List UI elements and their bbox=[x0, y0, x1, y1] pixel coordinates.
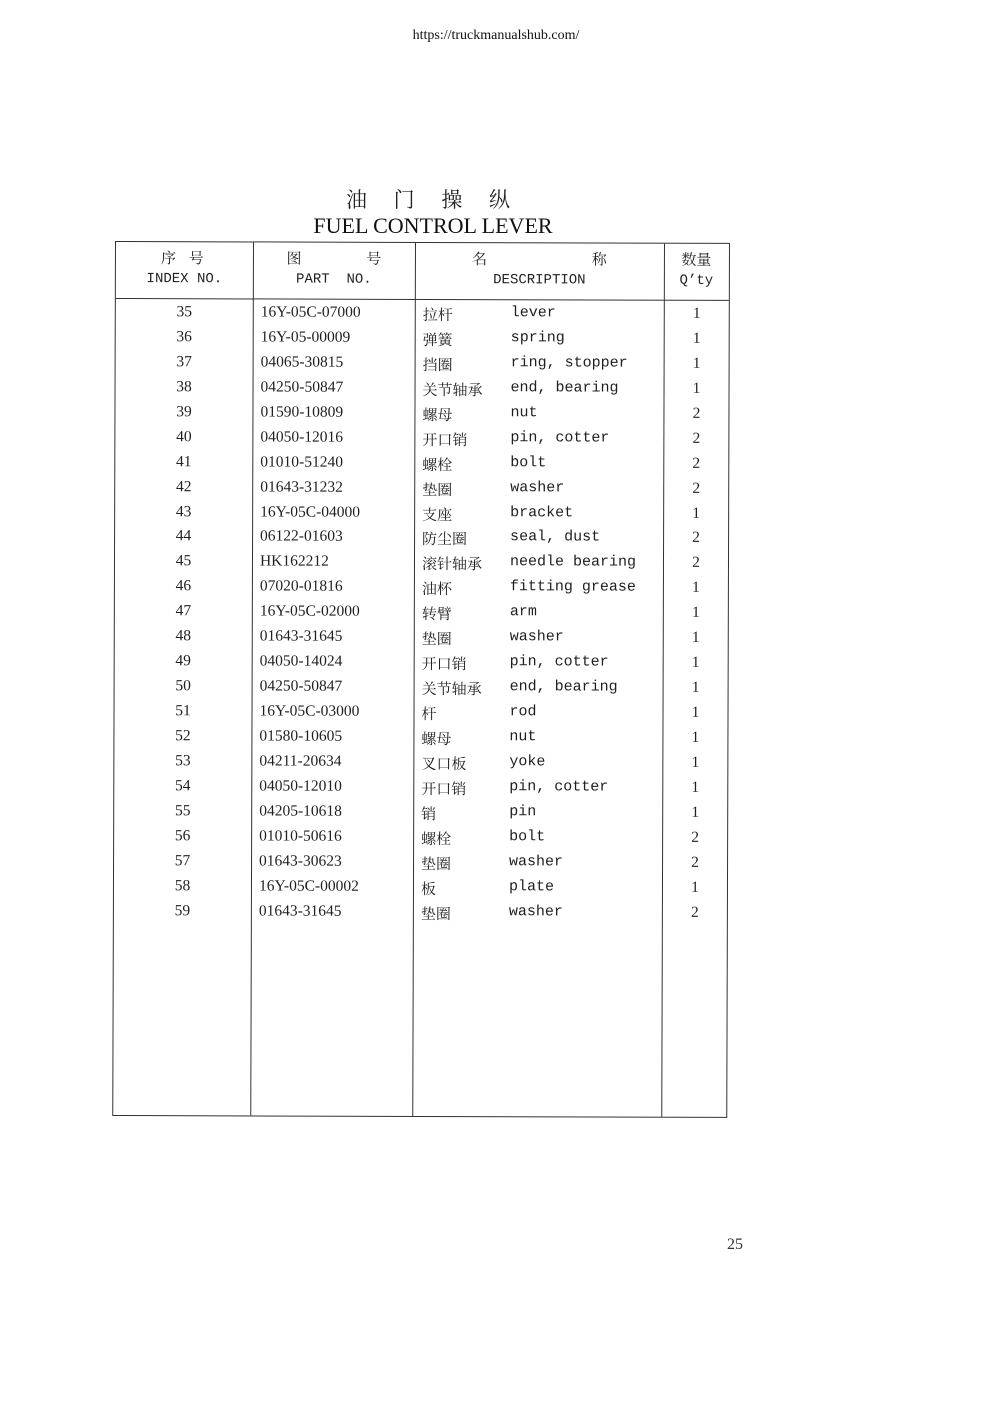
part-number-cell: 06122-01603 bbox=[260, 527, 343, 546]
description-cn-cell: 防尘圈 bbox=[422, 530, 468, 549]
description-en-cell: yoke bbox=[509, 753, 546, 771]
table-row bbox=[114, 776, 727, 803]
index-cell: 40 bbox=[176, 427, 192, 445]
table-row bbox=[115, 402, 728, 429]
quantity-cell: 1 bbox=[692, 304, 701, 322]
parts-table bbox=[112, 241, 730, 1118]
header-quantity-en: Q’ty bbox=[679, 272, 714, 289]
description-en-cell: bolt bbox=[509, 827, 546, 846]
index-cell: 52 bbox=[175, 727, 191, 745]
part-number-cell: 01010-51240 bbox=[260, 453, 344, 471]
header-part bbox=[253, 248, 415, 291]
header-part-cn: 图 号 bbox=[286, 249, 412, 268]
table-row bbox=[115, 477, 728, 504]
description-en-cell: washer bbox=[508, 902, 563, 920]
description-en-cell: pin, cotter bbox=[510, 428, 610, 447]
part-number-cell: 01590-10809 bbox=[260, 403, 344, 421]
part-number-cell: 16Y-05C-03000 bbox=[259, 702, 360, 720]
part-number-cell: 07020-01816 bbox=[259, 577, 343, 596]
description-cn-cell: 油杯 bbox=[421, 580, 452, 599]
quantity-cell: 1 bbox=[691, 753, 700, 771]
part-number-cell: 04050-14024 bbox=[259, 652, 343, 670]
index-cell: 46 bbox=[175, 577, 192, 595]
index-cell: 35 bbox=[176, 303, 193, 321]
quantity-cell: 1 bbox=[691, 803, 700, 821]
table-row bbox=[115, 427, 728, 454]
quantity-cell: 1 bbox=[691, 703, 700, 721]
table-row bbox=[114, 851, 727, 878]
part-number-cell: 01643-31645 bbox=[259, 627, 343, 645]
part-number-cell: 04250-50847 bbox=[260, 378, 344, 396]
quantity-cell: 2 bbox=[691, 853, 699, 871]
part-number-cell: HK162212 bbox=[259, 552, 329, 571]
description-en-cell: washer bbox=[509, 628, 564, 646]
quantity-cell: 2 bbox=[692, 429, 701, 447]
description-cn-cell: 转臂 bbox=[421, 605, 452, 624]
header-quantity bbox=[664, 250, 729, 292]
index-cell: 56 bbox=[174, 826, 191, 844]
part-number-cell: 01643-31645 bbox=[258, 901, 342, 920]
table-row bbox=[115, 526, 728, 553]
description-en-cell: plate bbox=[508, 877, 555, 895]
quantity-cell: 2 bbox=[692, 479, 701, 497]
description-cn-cell: 螺栓 bbox=[422, 455, 453, 474]
index-cell: 44 bbox=[175, 527, 192, 545]
description-en-cell: rod bbox=[509, 703, 537, 721]
description-en-cell: needle bearing bbox=[509, 553, 637, 572]
index-cell: 41 bbox=[176, 452, 192, 470]
table-row bbox=[114, 826, 727, 853]
table-row bbox=[116, 352, 729, 379]
quantity-cell: 1 bbox=[691, 604, 700, 622]
description-cn-cell: 垫圈 bbox=[421, 854, 452, 873]
quantity-cell: 2 bbox=[692, 529, 700, 547]
table-row bbox=[116, 327, 729, 354]
index-cell: 37 bbox=[176, 353, 192, 371]
parts-list bbox=[114, 302, 729, 927]
part-number-cell: 16Y-05C-04000 bbox=[260, 502, 361, 521]
description-en-cell: bolt bbox=[510, 453, 547, 471]
table-row bbox=[115, 452, 728, 479]
header-description-en: DESCRIPTION bbox=[493, 272, 586, 289]
description-cn-cell: 垫圈 bbox=[421, 630, 452, 649]
description-en-cell: end, bearing bbox=[510, 379, 619, 397]
index-cell: 42 bbox=[175, 477, 192, 495]
description-cn-cell: 弹簧 bbox=[422, 330, 453, 349]
part-number-cell: 01580-10605 bbox=[259, 727, 343, 745]
table-row bbox=[115, 601, 728, 628]
description-en-cell: spring bbox=[510, 329, 565, 347]
table-row bbox=[114, 701, 727, 728]
description-en-cell: seal, dust bbox=[510, 528, 601, 546]
index-cell: 55 bbox=[174, 801, 191, 819]
table-row bbox=[115, 651, 728, 678]
quantity-cell: 1 bbox=[692, 379, 701, 397]
table-row bbox=[114, 900, 727, 927]
description-cn-cell: 拉杆 bbox=[422, 305, 453, 325]
quantity-cell: 2 bbox=[692, 454, 701, 472]
index-cell: 47 bbox=[175, 602, 192, 620]
table-row bbox=[114, 751, 727, 778]
description-en-cell: washer bbox=[509, 852, 564, 871]
page-number: 25 bbox=[727, 1236, 743, 1253]
page-title-chinese: 油 门 操 纵 bbox=[345, 188, 521, 212]
table-row bbox=[114, 726, 727, 753]
part-number-cell: 04050-12016 bbox=[260, 428, 344, 446]
quantity-cell: 2 bbox=[692, 554, 700, 572]
description-en-cell: lever bbox=[510, 304, 556, 322]
header-quantity-cn: 数量 bbox=[681, 250, 712, 269]
description-cn-cell: 开口销 bbox=[421, 779, 467, 798]
description-en-cell: arm bbox=[509, 603, 537, 621]
quantity-cell: 1 bbox=[691, 728, 700, 746]
header-description bbox=[415, 249, 664, 292]
part-number-cell: 16Y-05-00009 bbox=[260, 328, 351, 346]
quantity-cell: 1 bbox=[691, 629, 700, 647]
description-en-cell: fitting grease bbox=[509, 578, 636, 596]
description-en-cell: bracket bbox=[510, 503, 574, 521]
part-number-cell: 16Y-05C-02000 bbox=[259, 602, 360, 621]
quantity-cell: 2 bbox=[691, 828, 700, 846]
index-cell: 51 bbox=[175, 702, 191, 720]
description-cn-cell: 关节轴承 bbox=[422, 380, 483, 399]
table-row bbox=[116, 302, 729, 329]
part-number-cell: 16Y-05C-07000 bbox=[260, 303, 361, 321]
part-number-cell: 01643-30623 bbox=[259, 852, 342, 870]
page-title: FUEL CONTROL LEVER bbox=[313, 213, 553, 238]
table-row bbox=[114, 876, 727, 903]
description-cn-cell: 销 bbox=[421, 804, 437, 823]
header-index-cn: 序 号 bbox=[161, 249, 208, 268]
quantity-cell: 1 bbox=[692, 504, 701, 522]
quantity-cell: 2 bbox=[692, 404, 701, 422]
quantity-cell: 1 bbox=[691, 653, 700, 671]
index-cell: 48 bbox=[175, 627, 192, 645]
table-row bbox=[115, 551, 728, 578]
header-part-en: PART NO. bbox=[296, 271, 372, 288]
part-number-cell: 04211-20634 bbox=[259, 752, 342, 770]
table-row bbox=[115, 502, 728, 529]
description-cn-cell: 开口销 bbox=[421, 655, 467, 674]
description-en-cell: nut bbox=[510, 403, 538, 422]
index-cell: 57 bbox=[174, 851, 191, 869]
part-number-cell: 04250-50847 bbox=[259, 677, 343, 695]
description-cn-cell: 螺母 bbox=[422, 405, 453, 424]
quantity-cell: 1 bbox=[692, 579, 700, 597]
description-en-cell: end, bearing bbox=[509, 678, 618, 696]
description-cn-cell: 滚针轴承 bbox=[421, 555, 483, 574]
description-cn-cell: 叉口板 bbox=[421, 754, 467, 773]
description-cn-cell: 螺母 bbox=[421, 729, 452, 748]
description-cn-cell: 支座 bbox=[422, 505, 453, 524]
quantity-cell: 2 bbox=[690, 903, 699, 921]
description-cn-cell: 关节轴承 bbox=[421, 680, 482, 699]
description-cn-cell: 挡圈 bbox=[422, 355, 453, 374]
index-cell: 53 bbox=[175, 752, 191, 770]
description-cn-cell: 螺栓 bbox=[421, 829, 452, 848]
description-en-cell: pin bbox=[509, 802, 537, 821]
index-cell: 59 bbox=[174, 901, 191, 919]
index-cell: 43 bbox=[175, 502, 192, 520]
table-row bbox=[115, 626, 728, 653]
table-row bbox=[114, 801, 727, 828]
index-cell: 45 bbox=[175, 552, 192, 570]
index-cell: 49 bbox=[175, 652, 191, 670]
quantity-cell: 1 bbox=[692, 329, 701, 347]
description-en-cell: nut bbox=[509, 728, 537, 746]
index-cell: 54 bbox=[175, 777, 191, 795]
index-cell: 50 bbox=[175, 677, 191, 695]
header-divider bbox=[116, 298, 729, 301]
description-en-cell: pin, cotter bbox=[509, 653, 609, 671]
quantity-cell: 1 bbox=[692, 354, 701, 372]
part-number-cell: 01643-31232 bbox=[260, 478, 343, 496]
index-cell: 39 bbox=[176, 402, 192, 420]
quantity-cell: 1 bbox=[691, 678, 700, 696]
description-cn-cell: 垫圈 bbox=[422, 480, 453, 499]
table-row bbox=[115, 377, 728, 404]
description-cn-cell: 板 bbox=[420, 879, 437, 898]
description-cn-cell: 开口销 bbox=[422, 430, 468, 449]
description-en-cell: ring, stopper bbox=[510, 354, 628, 372]
source-url[interactable]: https://truckmanualshub.com/ bbox=[412, 28, 580, 43]
header-description-cn: 名 称 bbox=[472, 250, 657, 269]
index-cell: 58 bbox=[174, 876, 191, 894]
quantity-cell: 1 bbox=[691, 878, 699, 896]
header-index-en: INDEX NO. bbox=[146, 271, 223, 288]
quantity-cell: 1 bbox=[691, 778, 700, 796]
description-en-cell: pin, cotter bbox=[509, 778, 609, 796]
part-number-cell: 04050-12010 bbox=[259, 777, 342, 795]
table-row bbox=[115, 576, 728, 603]
description-cn-cell: 杆 bbox=[421, 704, 437, 724]
part-number-cell: 01010-50616 bbox=[259, 827, 342, 845]
header-index bbox=[116, 248, 253, 290]
part-number-cell: 16Y-05C-00002 bbox=[258, 877, 359, 895]
table-row bbox=[115, 676, 728, 703]
index-cell: 36 bbox=[176, 328, 192, 346]
part-number-cell: 04205-10618 bbox=[259, 802, 342, 820]
part-number-cell: 04065-30815 bbox=[260, 353, 344, 371]
description-cn-cell: 垫圈 bbox=[420, 904, 451, 923]
description-en-cell: washer bbox=[510, 478, 565, 496]
index-cell: 38 bbox=[176, 378, 192, 396]
